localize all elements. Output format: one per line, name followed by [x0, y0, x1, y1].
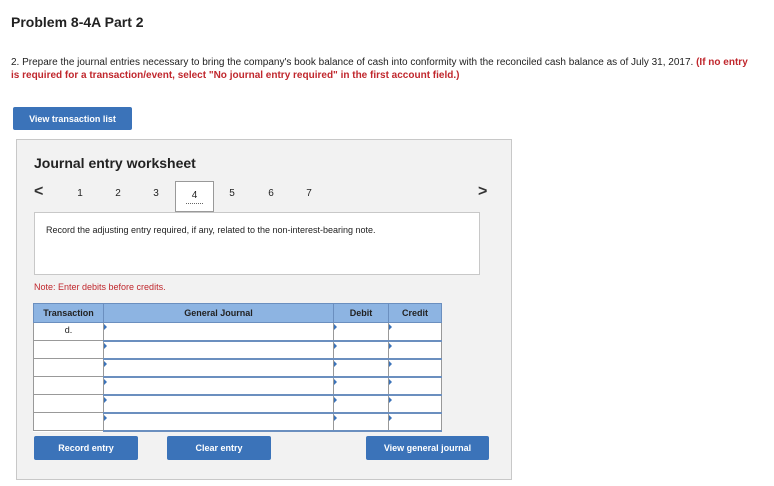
debit-input[interactable]: [334, 341, 389, 359]
clear-entry-button[interactable]: Clear entry: [167, 436, 271, 460]
debit-input[interactable]: [334, 377, 389, 395]
page-6[interactable]: 6: [268, 188, 274, 199]
transaction-cell: d.: [34, 323, 104, 341]
table-row: [34, 341, 442, 359]
credit-input[interactable]: [389, 359, 442, 377]
record-entry-button[interactable]: Record entry: [34, 436, 138, 460]
worksheet-title: Journal entry worksheet: [34, 155, 196, 171]
journal-table: [33, 303, 442, 432]
page-5[interactable]: 5: [229, 188, 235, 199]
table-row: [34, 359, 442, 377]
table-row: [34, 323, 442, 341]
page-1[interactable]: 1: [77, 188, 83, 199]
transaction-cell: [34, 377, 104, 395]
account-input[interactable]: [104, 413, 334, 431]
page-2[interactable]: 2: [115, 188, 121, 199]
credit-input[interactable]: [389, 323, 442, 341]
debit-input[interactable]: [334, 323, 389, 341]
col-general-journal: General Journal: [104, 304, 334, 323]
entry-description: Record the adjusting entry required, if any, related to the non-interest-bearing note.: [34, 212, 480, 275]
transaction-cell: [34, 341, 104, 359]
debit-input[interactable]: [334, 359, 389, 377]
instruction-text: 2. Prepare the journal entries necessary to bring the company's book balance of cash into conformity with the reconciled cash balance as of July 31, 2017.: [11, 57, 694, 68]
credit-input[interactable]: [389, 395, 442, 413]
instructions: [11, 56, 751, 82]
transaction-cell: [34, 413, 104, 431]
table-row: [34, 377, 442, 395]
col-debit: Debit: [334, 304, 389, 323]
next-arrow-icon[interactable]: >: [478, 183, 488, 200]
account-input[interactable]: [104, 341, 334, 359]
account-input[interactable]: [104, 377, 334, 395]
credit-input[interactable]: [389, 413, 442, 431]
table-row: [34, 413, 442, 431]
debits-note: Note: Enter debits before credits.: [34, 282, 166, 292]
prev-arrow-icon[interactable]: <: [34, 183, 44, 200]
table-row: [34, 395, 442, 413]
credit-input[interactable]: [389, 377, 442, 395]
view-transaction-list-button[interactable]: View transaction list: [13, 107, 132, 130]
transaction-cell: [34, 395, 104, 413]
debit-input[interactable]: [334, 395, 389, 413]
page-title: Problem 8-4A Part 2: [11, 14, 144, 30]
transaction-cell: [34, 359, 104, 377]
col-transaction: Transaction: [34, 304, 104, 323]
col-credit: Credit: [389, 304, 442, 323]
page-4-active[interactable]: [175, 181, 214, 212]
credit-input[interactable]: [389, 341, 442, 359]
account-input[interactable]: [104, 395, 334, 413]
page-3[interactable]: 3: [153, 188, 159, 199]
page-7[interactable]: 7: [306, 188, 312, 199]
active-page-label: 4: [186, 190, 204, 204]
debit-input[interactable]: [334, 413, 389, 431]
account-input[interactable]: [104, 359, 334, 377]
journal-entry-worksheet: [16, 139, 512, 480]
instruction-red-text: (If no entry is required for a transaction/event, select "No journal entry required" in the first account field.): [11, 57, 748, 81]
view-general-journal-button[interactable]: View general journal: [366, 436, 489, 460]
account-input[interactable]: [104, 323, 334, 341]
